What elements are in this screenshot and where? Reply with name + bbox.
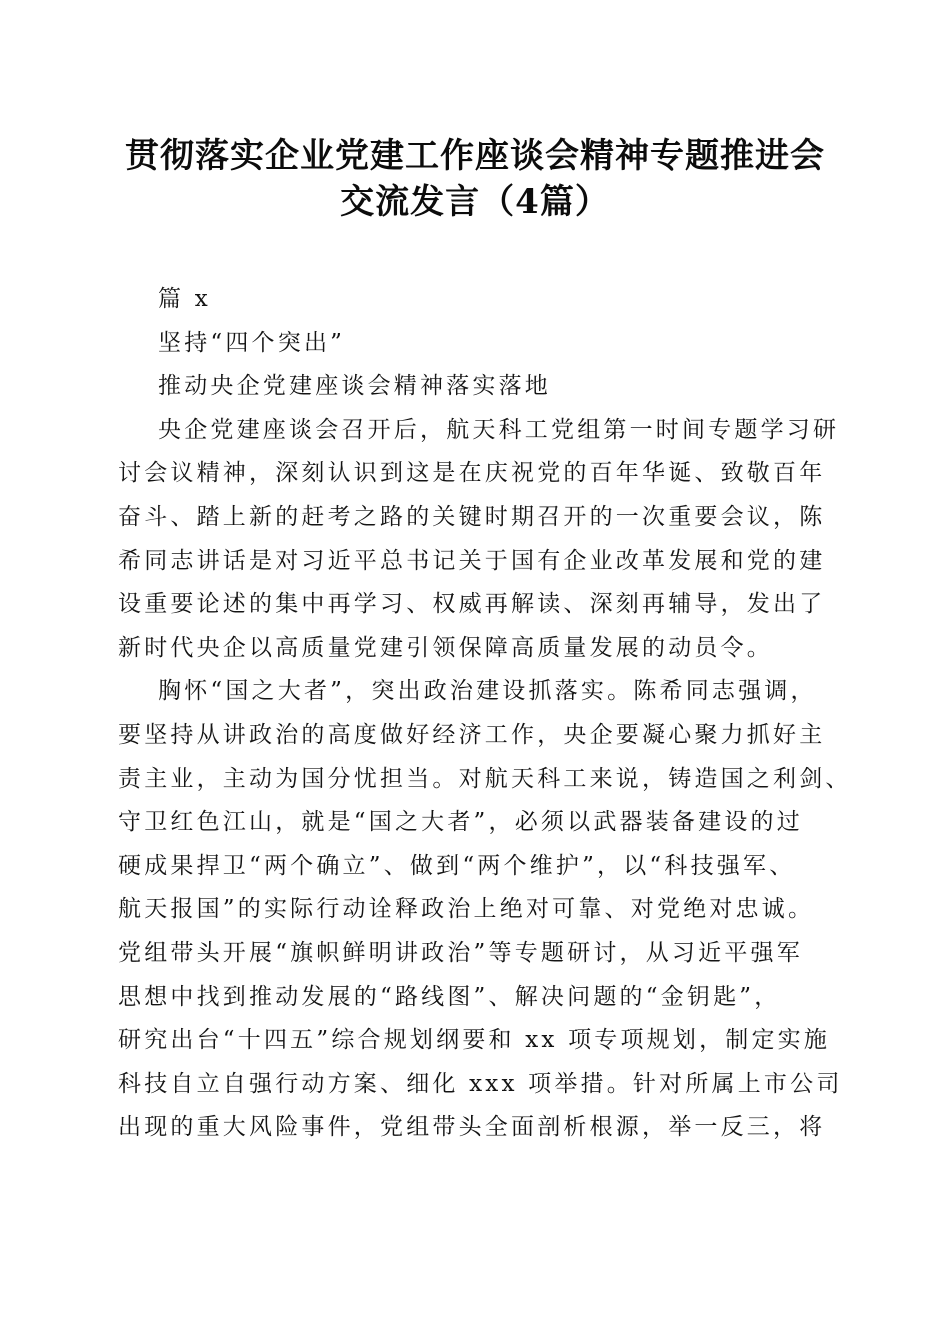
paragraph-line: 航天报国”的实际行动诠释政治上绝对可靠、对党绝对忠诚。 [118, 896, 815, 923]
paragraph-line: 科技自立自强行动方案、细化 xxx 项举措。针对所属上市公司 [118, 1070, 843, 1097]
paragraph-line: 胸怀“国之大者”，突出政治建设抓落实。陈希同志强调， [158, 678, 817, 705]
paragraph-1 [118, 409, 838, 671]
paragraph-line: 研究出台“十四五”综合规划纲要和 xx 项专项规划，制定实施 [118, 1027, 831, 1054]
paragraph-line: 希同志讲话是对习近平总书记关于国有企业改革发展和党的建 [118, 547, 826, 574]
paragraph-line: 新时代央企以高质量党建引领保障高质量发展的动员令。 [118, 634, 773, 661]
document-title [110, 133, 840, 225]
paragraph-line: 奋斗、踏上新的赶考之路的关键时期召开的一次重要会议，陈 [118, 503, 826, 530]
paragraph-line: 党组带头开展“旗帜鲜明讲政治”等专题研讨，从习近平强军 [118, 939, 803, 966]
heading-primary: 坚持“四个突出” [158, 329, 346, 356]
paragraph-line: 硬成果捍卫“两个确立”、做到“两个维护”，以“科技强军、 [118, 852, 796, 879]
paragraph-line: 责主业，主动为国分忧担当。对航天科工来说，铸造国之利剑、 [118, 765, 852, 792]
paragraph-line: 出现的重大风险事件，党组带头全面剖析根源，举一反三，将 [118, 1114, 826, 1141]
heading-secondary: 推动央企党建座谈会精神落实落地 [158, 373, 551, 400]
document-body [118, 278, 852, 1150]
section-label: 篇 x [158, 286, 211, 312]
title-line-1: 贯彻落实企业党建工作座谈会精神专题推进会 [125, 136, 825, 176]
paragraph-line: 设重要论述的集中再学习、权威再解读、深刻再辅导，发出了 [118, 591, 826, 618]
paragraph-line: 要坚持从讲政治的高度做好经济工作，央企要凝心聚力抓好主 [118, 721, 826, 748]
paragraph-line: 思想中找到推动发展的“路线图”、解决问题的“金钥匙”， [118, 983, 781, 1010]
paragraph-line: 守卫红色江山，就是“国之大者”，必须以武器装备建设的过 [118, 809, 803, 836]
paragraph-line: 央企党建座谈会召开后，航天科工党组第一时间专题学习研 [158, 416, 840, 443]
paragraph-line: 讨会议精神，深刻认识到这是在庆祝党的百年华诞、致敬百年 [118, 460, 826, 487]
title-line-2: 交流发言（4篇） [340, 182, 610, 222]
paragraph-2 [118, 670, 852, 1150]
